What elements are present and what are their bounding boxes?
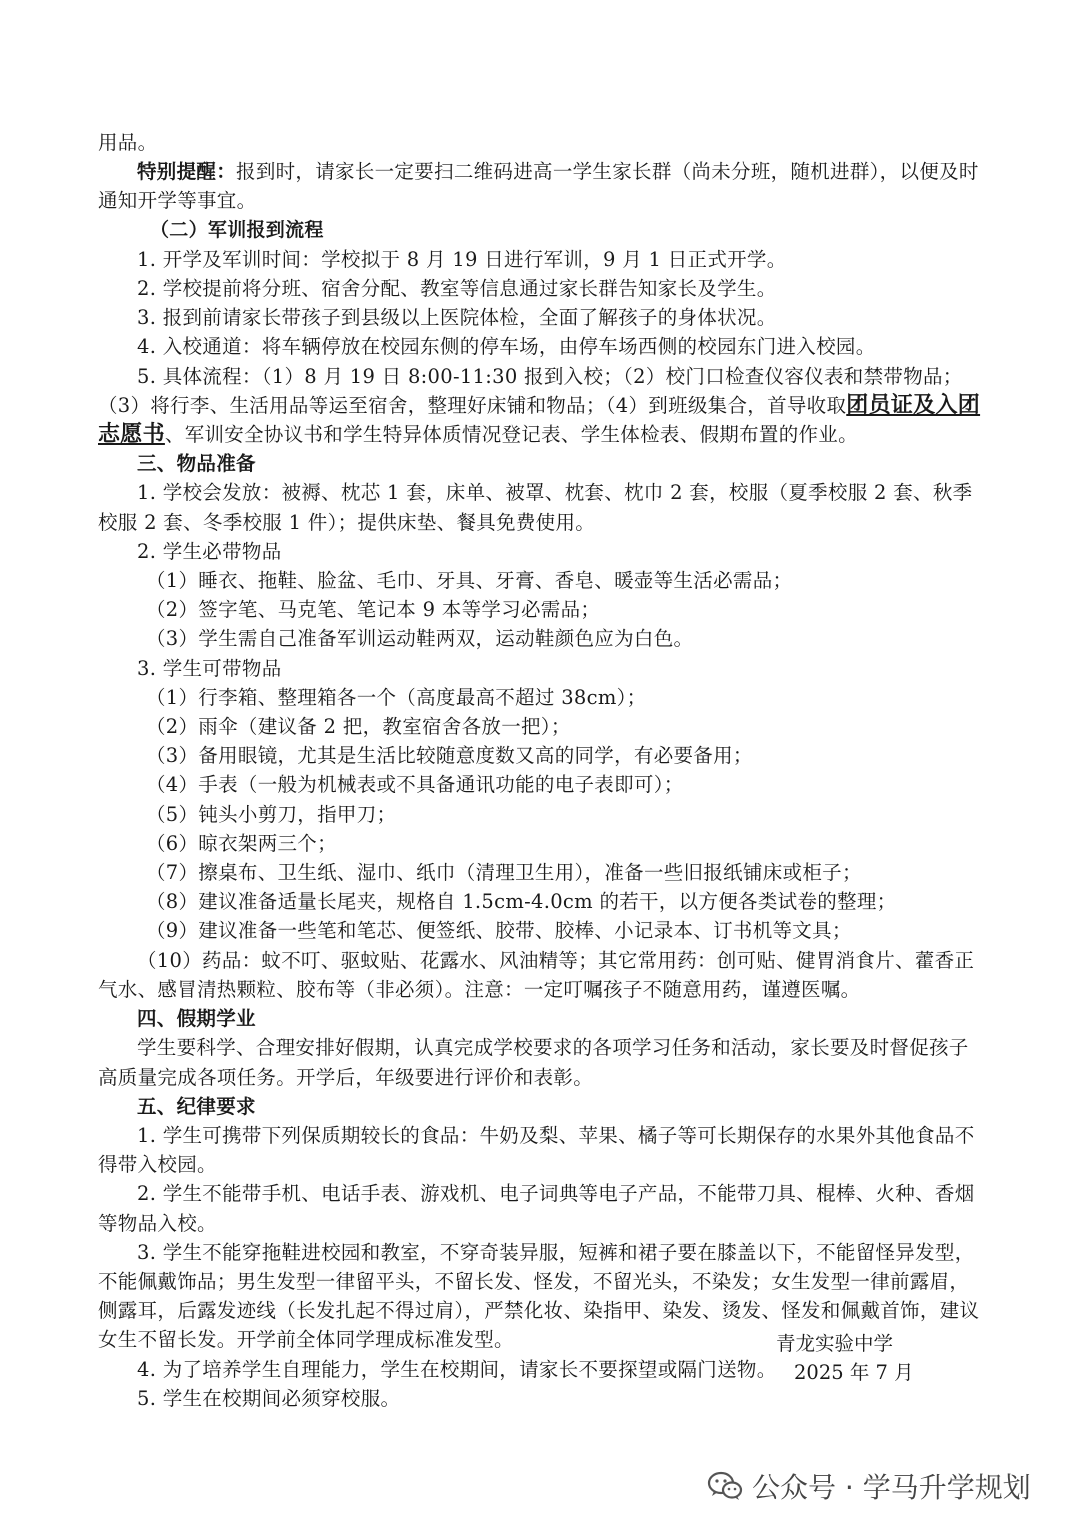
list-item: 2. 学生不能带手机、电话手表、游戏机、电子词典等电子产品，不能带刀具、棍棒、火种、香烟等物品入校。 (98, 1182, 975, 1235)
section-heading: 五、纪律要求 (137, 1094, 256, 1118)
list-item: 1. 开学及军训时间：学校拟于 8 月 19 日进行军训，9 月 1 日正式开学。 (137, 247, 787, 271)
paragraph: 学生要科学、合理安排好假期，认真完成学校要求的各项学习任务和活动，家长要及时督促孩子高质量完成各项任务。开学后，年级要进行评价和表彰。 (98, 1036, 969, 1089)
list-item: 1. 学生可携带下列保质期较长的食品：牛奶及梨、苹果、橘子等可长期保存的水果外其他食品不得带入校园。 (98, 1123, 975, 1177)
watermark-text: 公众号 · 学马升学规划 (752, 1471, 1031, 1504)
sub-item: （2）签字笔、马克笔、笔记本 9 本等学习必需品； (146, 598, 601, 622)
sub-item: （1）行李箱、整理箱各一个（高度最高不超过 38cm）； (146, 685, 647, 709)
list-item: 3. 学生可带物品 (137, 656, 282, 680)
signature-date: 2025 年 7 月 (794, 1361, 914, 1384)
school-name: 青龙实验中学 (776, 1332, 894, 1355)
procedure-text: 5. 具体流程：（1）8 月 19 日 8:00-11:30 报到入校；（2）校门口检查仪容仪表和禁带物品；（3）将行李、生活用品等运至宿舍，整理好床铺和物品；（4）到班级集合，首导收取 (98, 364, 963, 417)
list-item: 3. 学生不能穿拖鞋进校园和教室，不穿奇装异服，短裤和裙子要在膝盖以下，不能留怪异发型，不能佩戴饰品；男生发型一律留平头，不留长发、怪发，不留光头，不染发；女生发型一律前露眉，侧露耳，后露发迹线（长发扎起不得过肩），严禁化妆、染指甲、染发、烫发、怪发和佩戴首饰，建议女生不留长发。开学前全体同学理成标准发型。 (98, 1240, 980, 1352)
section-heading: 四、假期学业 (137, 1007, 256, 1031)
list-item: 3. 报到前请家长带孩子到县级以上医院体检，全面了解孩子的身体状况。 (137, 306, 777, 330)
sub-item: （6）晾衣架两三个； (146, 831, 337, 855)
underlined-emphasis: 团员证及入团志愿书 (98, 392, 981, 448)
procedure-text: 、军训安全协议书和学生特异体质情况登记表、学生体检表、假期布置的作业。 (164, 423, 858, 447)
list-item: 1. 学校会发放：被褥、枕芯 1 套，床单、被罩、枕套、枕巾 2 套，校服（夏季校服 2 套、秋季校服 2 套、冬季校服 1 件）；提供床垫、餐具免费使用。 (98, 481, 973, 534)
watermark (706, 1466, 1031, 1506)
sub-item: （4）手表（一般为机械表或不具备通讯功能的电子表即可）； (146, 773, 684, 797)
sub-item: （5）钝头小剪刀，指甲刀； (146, 802, 397, 826)
sub-item: （7）擦桌布、卫生纸、湿巾、纸巾（清理卫生用），准备一些旧报纸铺床或柜子； (146, 861, 862, 885)
document-body (98, 128, 986, 1413)
section-heading: （二）军训报到流程 (150, 218, 324, 241)
list-item: 2. 学生必带物品 (137, 539, 282, 563)
sub-item: （10）药品：蚊不叮、驱蚊贴、花露水、风油精等；其它常用药：创可贴、健胃消食片、藿香正气水、感冒清热颗粒、胶布等（非必须）。注意：一定叮嘱孩子不随意用药，谨遵医嘱。 (98, 948, 975, 1001)
sub-item: （9）建议准备一些笔和笔芯、便签纸、胶带、胶棒、小记录本、订书机等文具； (146, 919, 852, 943)
list-item (98, 362, 986, 450)
sub-item: （8）建议准备适量长尾夹，规格自 1.5cm-4.0cm 的若干，以方便各类试卷的整理； (146, 890, 897, 914)
special-reminder (98, 157, 986, 215)
section-heading: 三、物品准备 (137, 452, 256, 476)
list-item: 4. 入校通道：将车辆停放在校园东侧的停车场，由停车场西侧的校园东门进入校园。 (137, 335, 876, 359)
list-item: 4. 为了培养学生自理能力，学生在校期间，请家长不要探望或隔门送物。 (137, 1357, 777, 1381)
reminder-text: 报到时，请家长一定要扫二维码进高一学生家长群（尚未分班，随机进群），以便及时通知开学等事宜。 (98, 160, 979, 213)
list-item: 2. 学校提前将分班、宿舍分配、教室等信息通过家长群告知家长及学生。 (137, 277, 777, 301)
sub-item: （3）学生需自己准备军训运动鞋两双，运动鞋颜色应为白色。 (146, 627, 694, 651)
wechat-icon (706, 1470, 744, 1502)
sub-item: （3）备用眼镜，尤其是生活比较随意度数又高的同学，有必要备用； (146, 744, 753, 768)
paragraph: 用品。 (98, 131, 158, 154)
sub-item: （1）睡衣、拖鞋、脸盆、毛巾、牙具、牙膏、香皂、暖壶等生活必需品； (146, 569, 793, 593)
list-item: 5. 学生在校期间必须穿校服。 (137, 1386, 401, 1410)
reminder-label: 特别提醒： (137, 160, 237, 184)
sub-item: （2）雨伞（建议备 2 把，教室宿舍各放一把）； (146, 715, 571, 739)
signature-block (776, 1329, 956, 1387)
